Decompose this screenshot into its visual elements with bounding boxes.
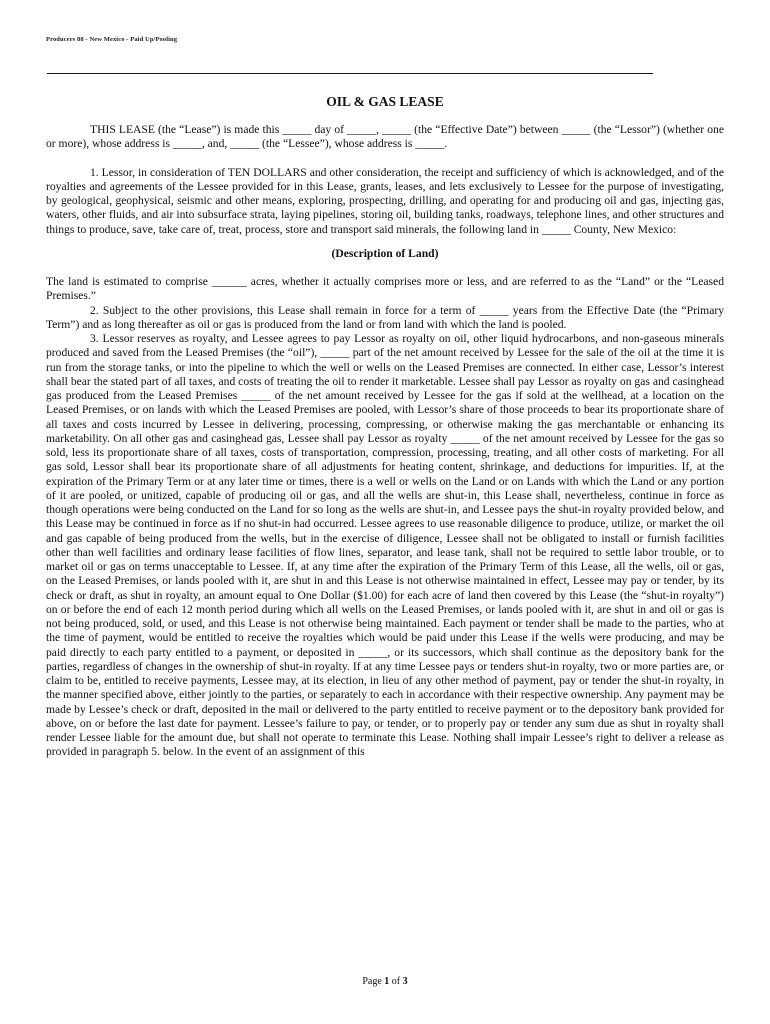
paragraph-1: 1. Lessor, in consideration of TEN DOLLARS and other consideration, the receipt and sufficiency of which is acknowledged, and of the royalties and agreements of the Lessee provided for in this Lease, grants, leases, and lets exclusively to Lessee for the purpose of investigating, by geological, geophysical, seismic and other means, exploring, prospecting, drilling, and operating for and producing oil and gas, injecting gas, waters, other fluids, and air into subsurface strata, laying pipelines, storing oil, building tanks, roadways, telephone lines, and other structures and things to produce, save, take care of, treat, process, store and transport said minerals, the following land in _____ County, New Mexico:: [46, 165, 724, 236]
page-label: Page: [362, 976, 385, 987]
paragraph-2: 2. Subject to the other provisions, this Lease shall remain in force for a term of _____ years from the Effective Date (the “Primary Term”) and as long thereafter as oil or gas is produced from the land or from land with which the land is pooled.: [46, 303, 724, 331]
page-of-label: of: [389, 976, 403, 987]
document-body: [46, 123, 724, 760]
paragraph-3: 3. Lessor reserves as royalty, and Lessee agrees to pay Lessor as royalty on oil, other liquid hydrocarbons, and non-gaseous minerals produced and saved from the Leased Premises (the “oil”), _____ part of the net amount received by Lessee for the sale of the oil at the time it is run from the storage tanks, or into the pipeline to which the well or wells on the Leased Premises are connected. In either case, Lessor’s interest shall bear the stated part of all taxes, and costs of treating the oil to render it marketable. Lessee shall pay Lessor as royalty on gas and casinghead gas produced from the Leased Premises _____ of the net amount received by Lessee for the gas if sold at the wellhead, at a location on the Leased Premises, or on lands with which the Leased Premises are pooled, with Lessor’s share of those proceeds to bear its proportionate share of all taxes and costs incurred by Lessee in delivering, processing, compressing, or otherwise making the gas merchantable or enhancing its marketability. On all other gas and casinghead gas, Lessee shall pay Lessor as royalty _____ of the net amount received by Lessee for the gas so sold, less its proportionate share of all taxes, costs of transportation, compression, processing, treating, and all other costs of marketing. For all gas sold, Lessor shall bear its proportionate share of all adjustments for heating content, shrinkage, and deductions for impurities. If, at the expiration of the Primary Term or at any later time or times, there is a well or wells on the Land or on Lands with which the Land or any portion of it are pooled, or unitized, capable of producing oil or gas, and all the wells are shut-in, this Lease shall, nevertheless, continue in force as though operations were being conducted on the Land for so long as the wells are shut-in, and Lessee pays the shut-in royalty provided below, and this Lease may be continued in force as if no shut-in had occurred. Lessee agrees to use reasonable diligence to produce, utilize, or market the oil and gas capable of being produced from the wells, but in the exercise of diligence, Lessee shall not be obligated to install or furnish facilities other than well facilities and ordinary lease facilities of flow lines, separator, and lease tank, shall not be required to settle labor trouble, or to market oil or gas on terms unacceptable to Lessee. If, at any time after the expiration of the Primary Term of this Lease, all the wells, oil or gas, on the Leased Premises, or lands pooled with it, are shut in and this Lease is not otherwise maintained in effect, Lessee may pay or tender, by its check or draft, as shut in royalty, an amount equal to One Dollar ($1.00) for each acre of land then covered by this Lease (the “shut-in royalty”) on or before the end of each 12 month period during which all wells on the Leased Premises, or lands pooled with it, are shut in and oil or gas is not being produced, sold, or used, and this Lease is not otherwise being maintained. Each payment or tender shall be made to the parties, who at the time of payment, would be entitled to receive the royalties which would be paid under this Lease if the wells were producing, and may be paid directly to each party entitled to a payment, or deposited in _____, or its successors, which shall continue as the depository bank for the parties, regardless of changes in the ownership of shut-in royalty. If at any time Lessee pays or tenders shut-in royalty, two or more parties are, or claim to be, entitled to receive payments, Lessee may, at its election, in lieu of any other method of payment, pay or tender the shut-in royalty, in the manner specified above, either jointly to the parties, or separately to each in accordance with their respective ownership. Any payment may be made by Lessee’s check or draft, deposited in the mail or delivered to the party entitled to receive payment or to the depository bank provided for above, on or before the last date for payment. Lessee’s failure to pay, or tender, or to properly pay or tender any sum due as shut in royalty shall render Lessee liable for the amount due, but shall not operate to terminate this Lease. Nothing shall impair Lessee’s right to deliver a release as provided in paragraph 5. below. In the event of an assignment of this: [46, 332, 724, 759]
lease-intro-paragraph: THIS LEASE (the “Lease”) is made this _____ day of _____, _____ (the “Effective Date”) between _____ (the “Lessor”) (whether one or more), whose address is _____, and, _____ (the “Lessee”), whose address is _____.: [46, 123, 724, 151]
land-estimate-paragraph: The land is estimated to comprise ______ acres, whether it actually comprises more or less, and are referred to as the “Land” or the “Leased Premises.”: [46, 275, 724, 303]
form-header-label: Producers 88 - New Mexico - Paid Up/Pooling: [46, 36, 178, 43]
header-rule: [47, 73, 653, 74]
description-heading: (Description of Land): [331, 246, 439, 260]
page-number: 1: [384, 976, 390, 987]
page-total: 3: [402, 976, 408, 987]
document-title: OIL & GAS LEASE: [326, 94, 444, 109]
page-footer: [0, 976, 770, 987]
